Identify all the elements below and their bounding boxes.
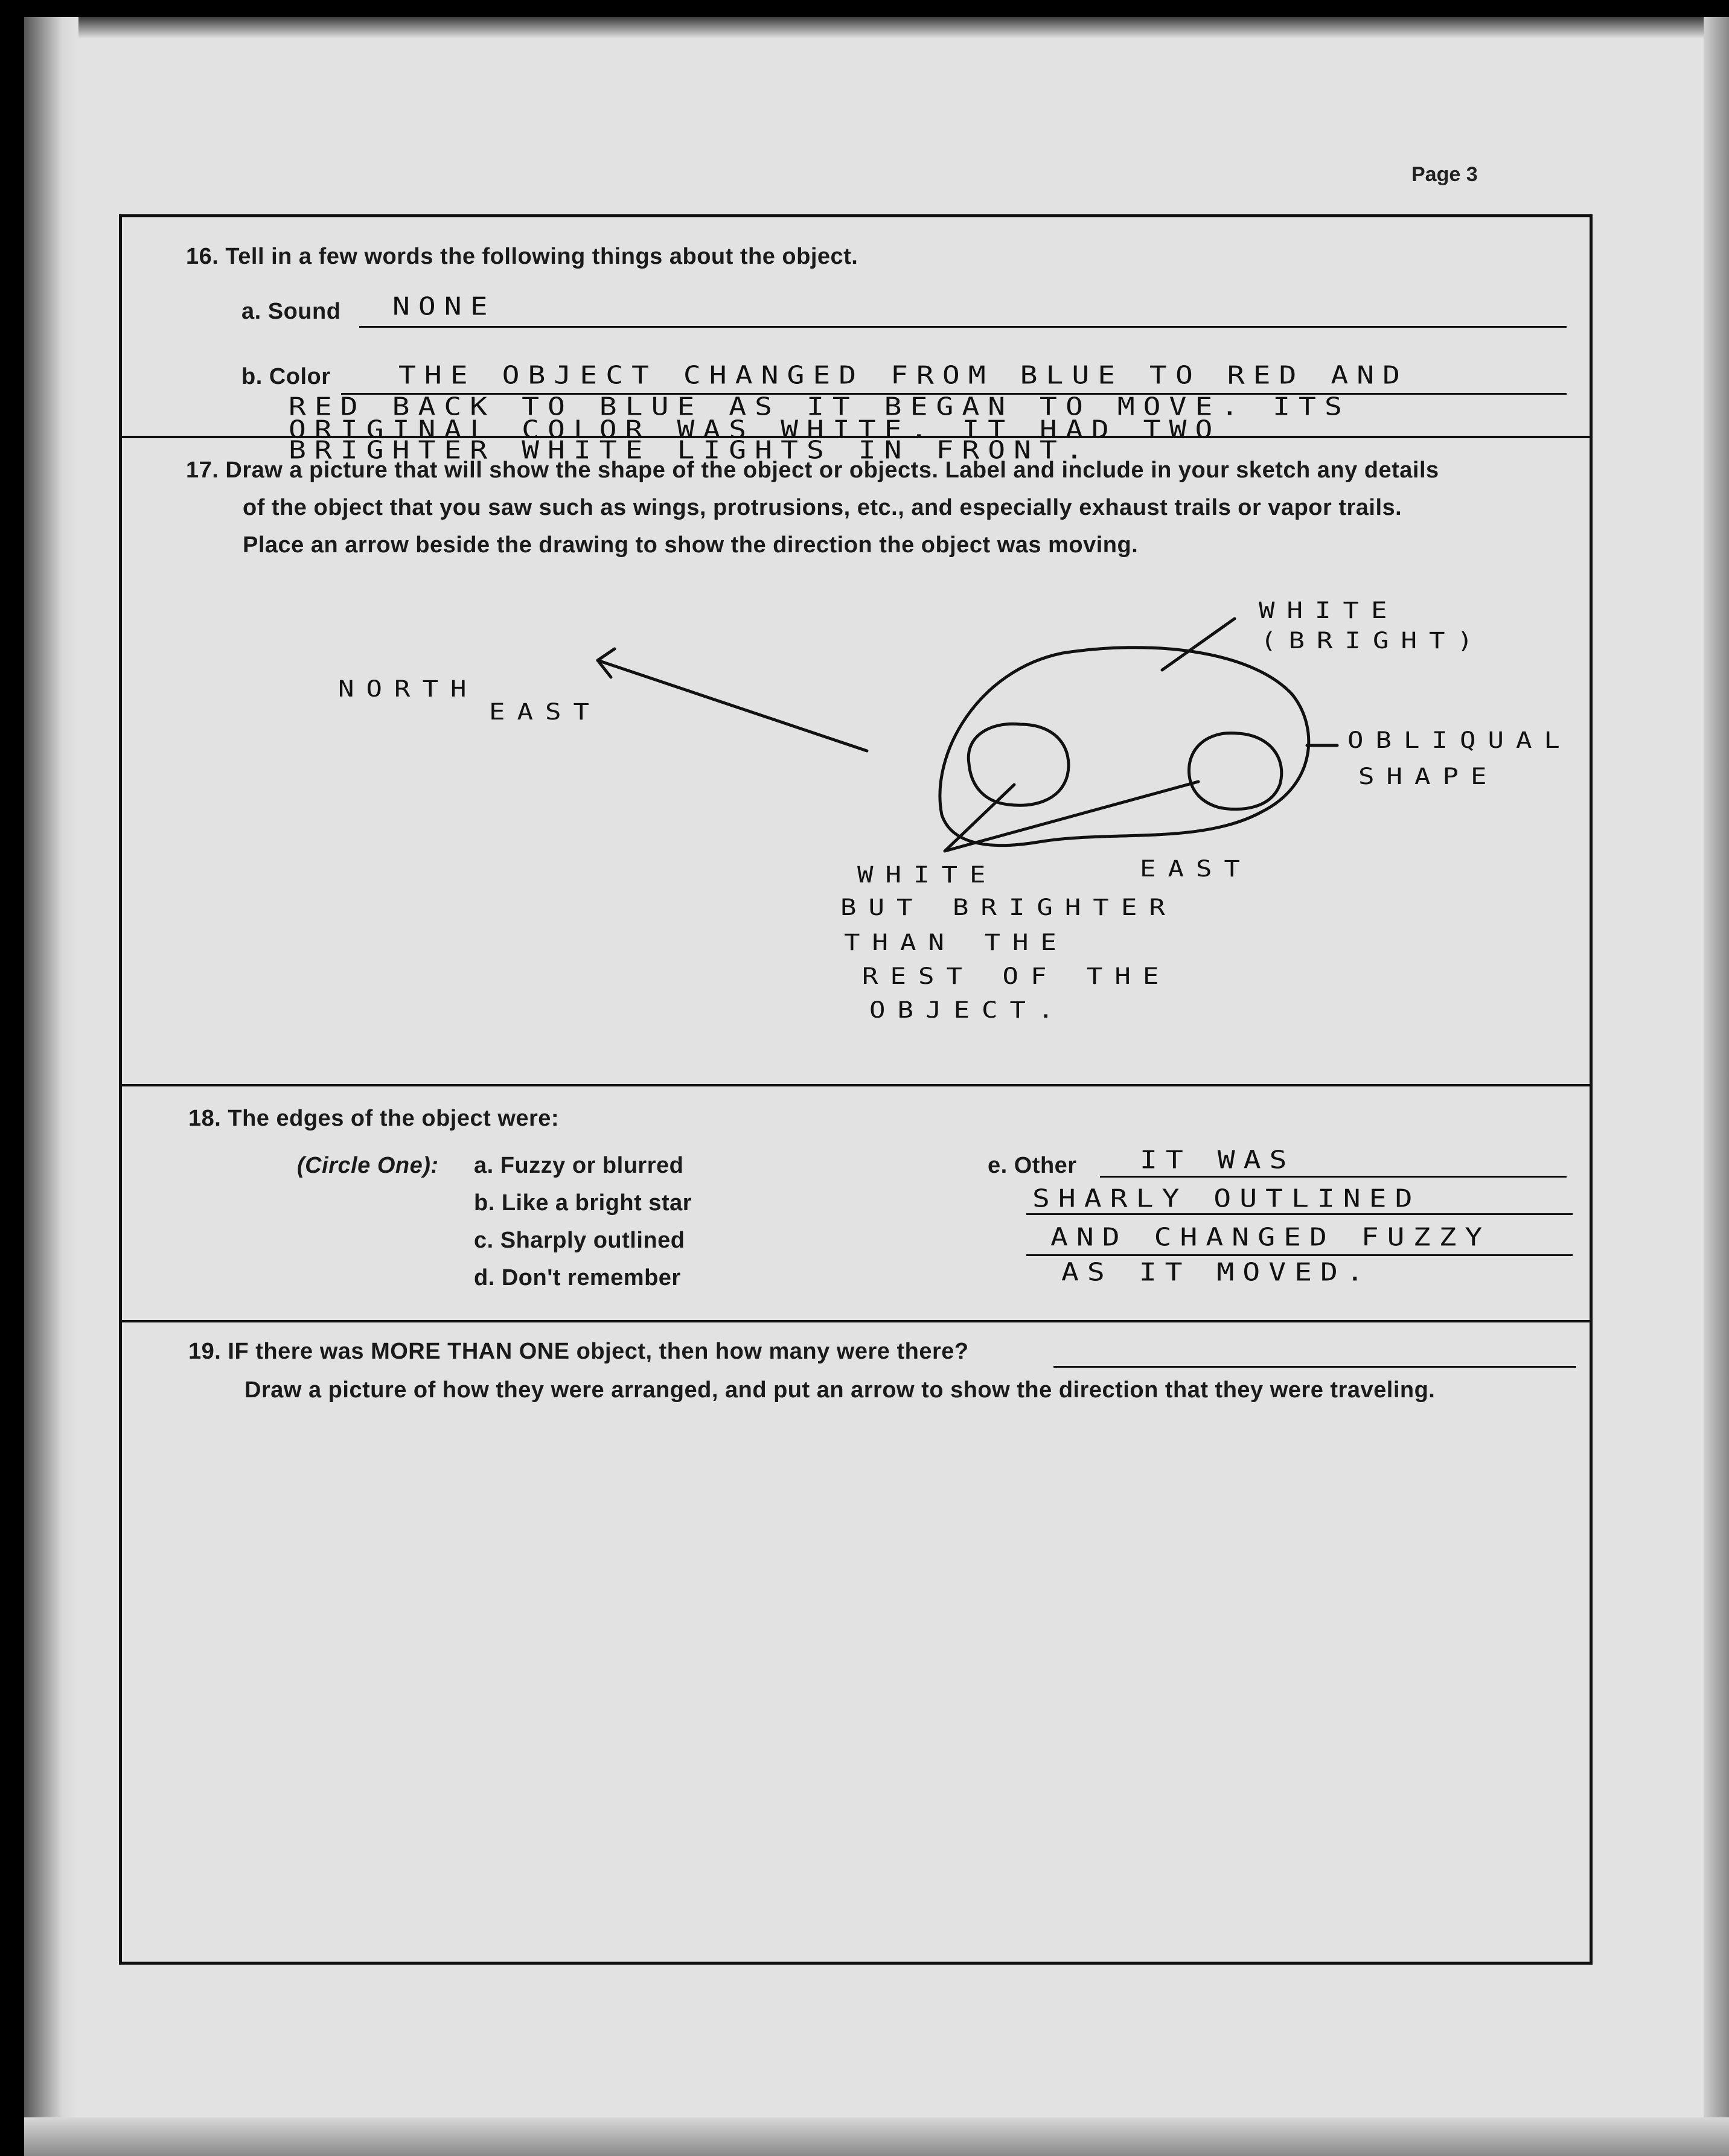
q18-other-underline-2: [1026, 1213, 1573, 1215]
left-light: [968, 724, 1069, 805]
direction-arrow: [598, 660, 867, 751]
right-light: [1189, 733, 1282, 809]
label-obliqual: OBLIQUAL: [1347, 727, 1572, 754]
q18-prompt: 18. The edges of the object were:: [188, 1106, 560, 1131]
q18-other-label: e. Other: [988, 1153, 1077, 1178]
label-bright: (BRIGHT): [1261, 628, 1485, 654]
q16-sound-answer: NONE: [392, 292, 496, 321]
q19-line-1: 19. IF there was MORE THAN ONE object, then how many were there?: [188, 1339, 969, 1364]
q17-line-1: 17. Draw a picture that will show the shape of the object or objects. Label and include in your sketch any details: [186, 458, 1439, 483]
label-north: NORTH: [338, 676, 479, 703]
q16-color-label: b. Color: [241, 364, 331, 389]
q18-other-line-2: SHARLY OUTLINED: [1032, 1184, 1421, 1213]
page-number: Page 3: [1411, 163, 1478, 186]
label-lights-2: BUT BRIGHTER: [840, 895, 1177, 921]
object-outline: [940, 648, 1309, 846]
q18-other-line-1: IT WAS: [1140, 1146, 1296, 1175]
q16-color-line-3: ORIGINAL COLOR WAS WHITE. IT HAD TWO: [289, 415, 1221, 444]
q18-option-b: b. Like a bright star: [474, 1190, 692, 1216]
q16-color-line-4: BRIGHTER WHITE LIGHTS IN FRONT.: [289, 436, 1091, 465]
label-lights-5: OBJECT.: [869, 997, 1066, 1024]
q18-option-a: a. Fuzzy or blurred: [474, 1153, 684, 1178]
q17-line-2: of the object that you saw such as wings, protrusions, etc., and especially exhaust trails or vapor trails.: [243, 495, 1402, 520]
label-east: EAST: [1140, 856, 1252, 882]
q16-color-line-1: THE OBJECT CHANGED FROM BLUE TO RED AND: [398, 361, 1409, 390]
q18-circle-label: (Circle One):: [297, 1153, 439, 1178]
q17-line-3: Place an arrow beside the drawing to show the direction the object was moving.: [243, 532, 1139, 558]
label-white: WHITE: [1259, 598, 1399, 624]
q18-other-underline-1: [1100, 1176, 1567, 1178]
q18-option-d: d. Don't remember: [474, 1265, 681, 1290]
label-lights-1: WHITE: [857, 862, 998, 888]
label-shape: SHAPE: [1358, 764, 1499, 790]
q16-color-line-2: RED BACK TO BLUE AS IT BEGAN TO MOVE. ITS: [289, 392, 1350, 421]
white-bright-pointer: [1162, 619, 1235, 670]
q19-line-2: Draw a picture of how they were arranged, and put an arrow to show the direction that they were traveling.: [244, 1377, 1436, 1403]
label-east-under-north: EAST: [489, 699, 601, 726]
q18-other-line-4: AS IT MOVED.: [1061, 1258, 1372, 1287]
q18-other-underline-3: [1026, 1254, 1573, 1256]
label-lights-4: REST OF THE: [862, 963, 1171, 990]
q18-other-line-3: AND CHANGED FUZZY: [1050, 1223, 1491, 1252]
q18-option-c: c. Sharply outlined: [474, 1228, 685, 1253]
label-lights-3: THAN THE: [844, 930, 1069, 956]
q19-count-line: [1053, 1366, 1576, 1368]
q16-sound-label: a. Sound: [241, 299, 341, 324]
q16-prompt: 16. Tell in a few words the following things about the object.: [186, 244, 858, 269]
